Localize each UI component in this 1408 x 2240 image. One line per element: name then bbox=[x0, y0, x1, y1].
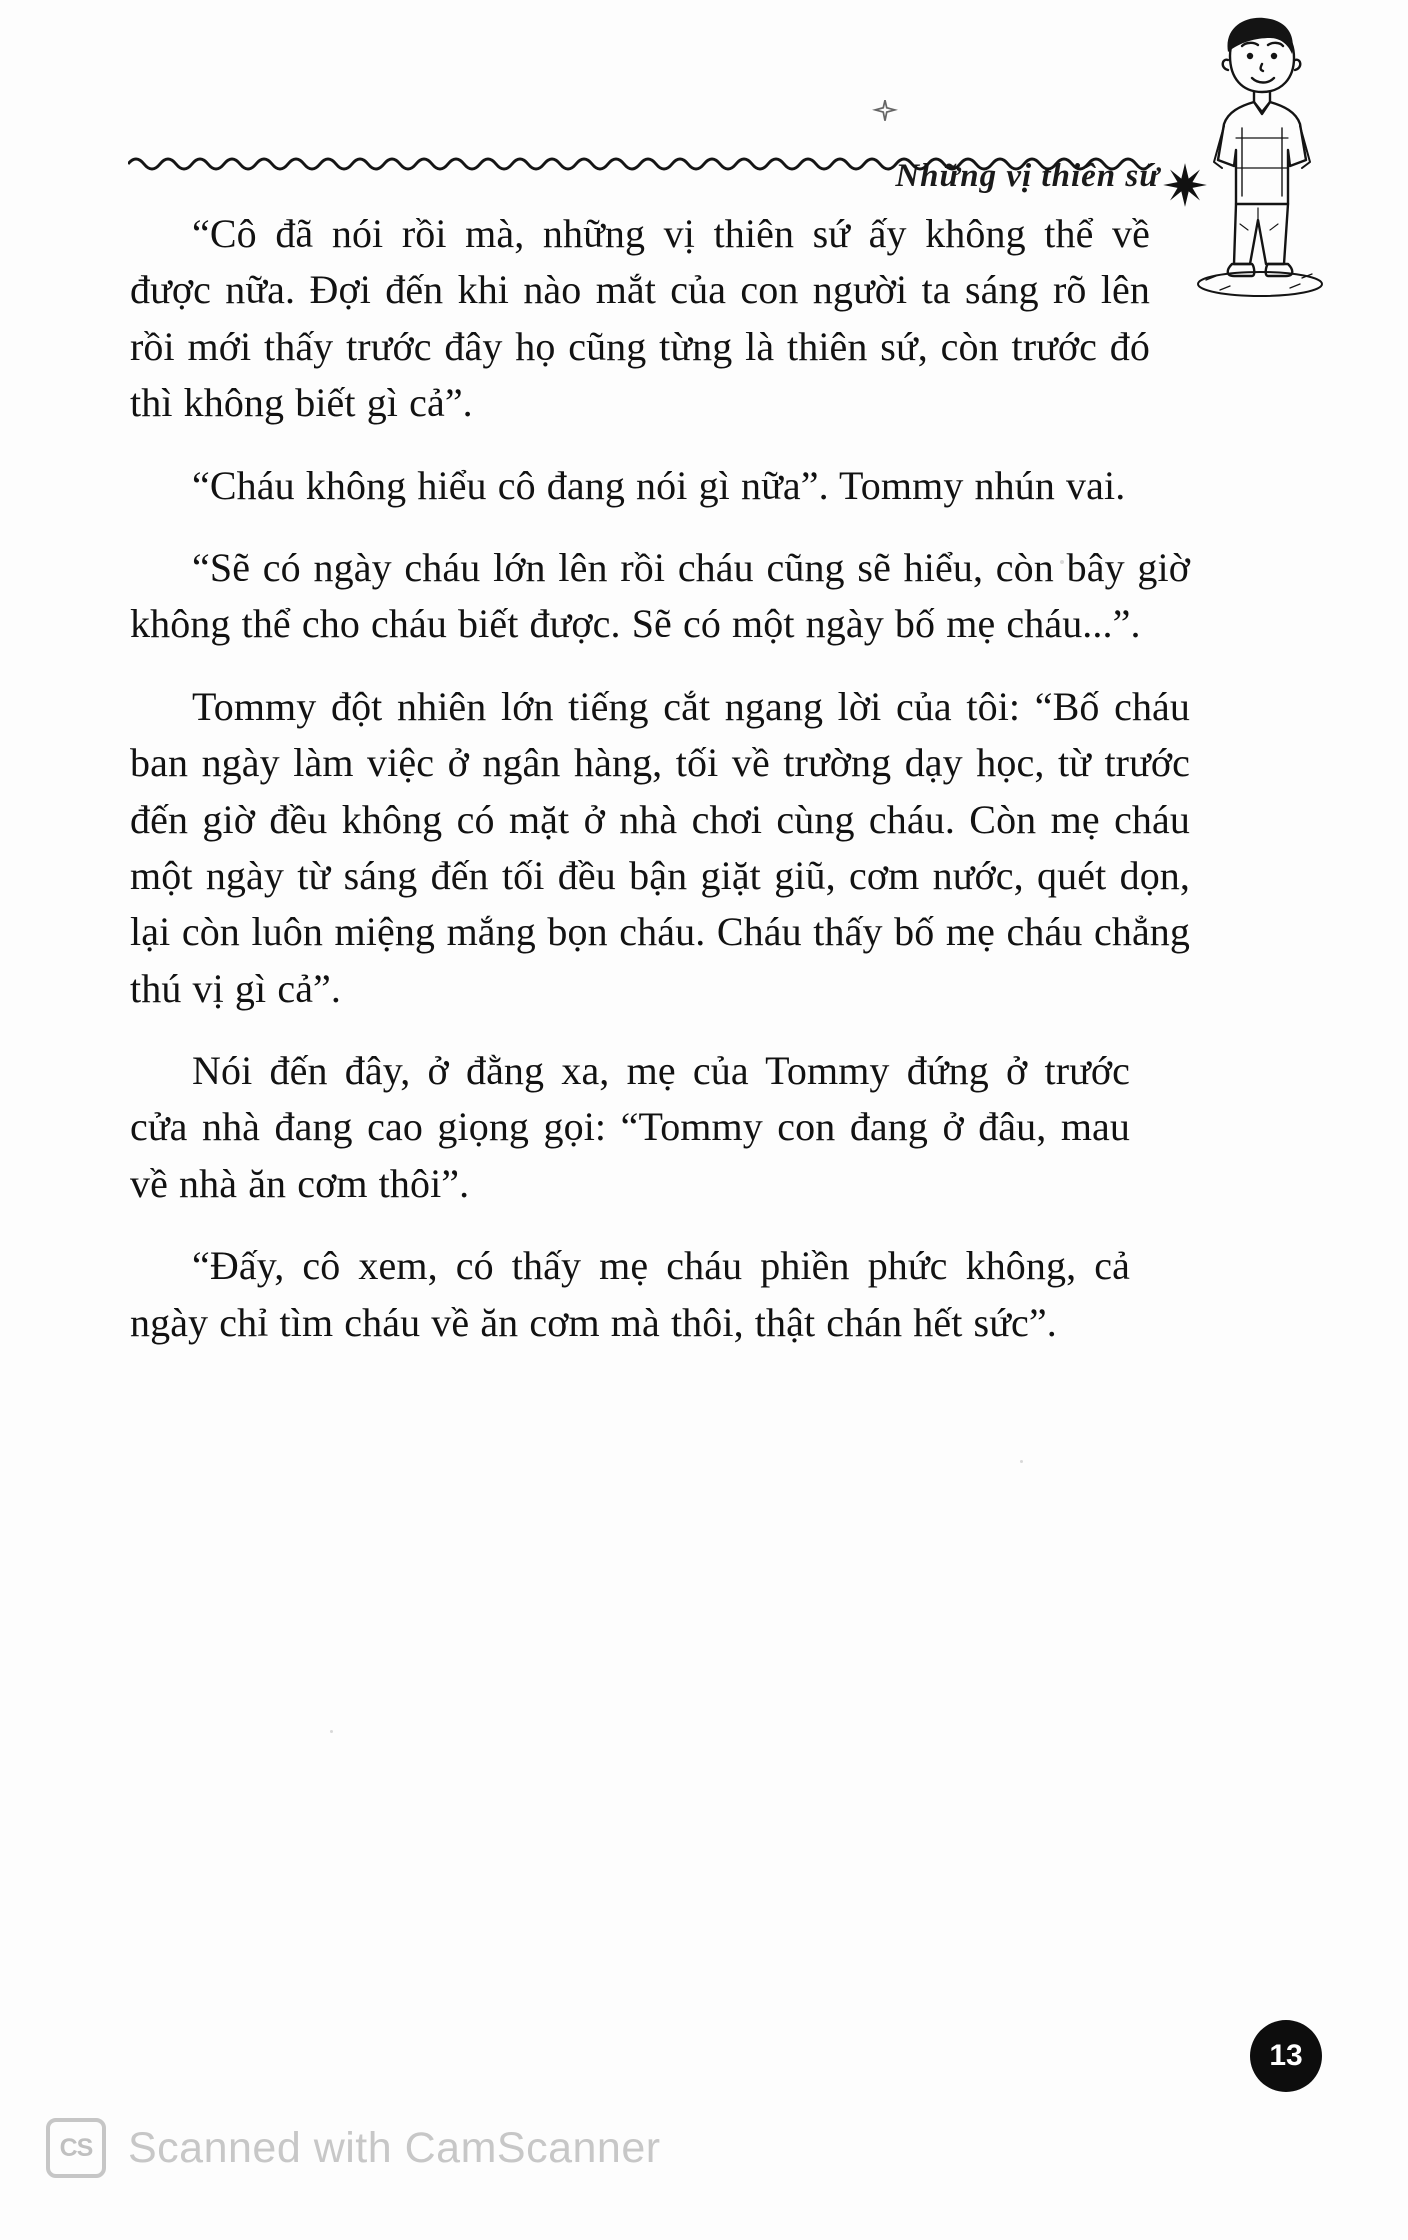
paragraph: “Đấy, cô xem, có thấy mẹ cháu phiền phức không, cả ngày chỉ tìm cháu về ăn cơm mà thôi, thật chán hết sức”. bbox=[130, 1243, 1130, 1345]
chapter-title: Những vị thiên sứ bbox=[895, 158, 1160, 194]
boy-illustration-icon bbox=[1170, 8, 1350, 308]
scan-speck bbox=[330, 1730, 333, 1733]
body-text bbox=[130, 206, 1190, 1351]
small-star-icon bbox=[872, 98, 898, 124]
paragraph: Nói đến đây, ở đằng xa, mẹ của Tommy đứng ở trước cửa nhà đang cao giọng gọi: “Tommy con đang ở đâu, mau về nhà ăn cơm thôi”. bbox=[130, 1048, 1130, 1206]
wavy-divider-icon bbox=[128, 150, 1150, 176]
paragraph: “Cháu không hiểu cô đang nói gì nữa”. Tommy nhún vai. bbox=[192, 462, 1126, 508]
paragraph: “Sẽ có ngày cháu lớn lên rồi cháu cũng sẽ hiểu, còn bây giờ không thể cho cháu biết được. Sẽ có một ngày bố mẹ cháu...”. bbox=[130, 544, 1190, 647]
camscanner-badge: CS bbox=[46, 2118, 106, 2178]
page-number: 13 bbox=[1250, 2020, 1322, 2092]
paragraph: “Cô đã nói rồi mà, những vị thiên sứ ấy không thể về được nữa. Đợi đến khi nào mắt của con người ta sáng rõ lên rồi mới thấy trước đây họ cũng từng là thiên sứ, còn trước đó thì không biết gì cả”. bbox=[130, 211, 1150, 426]
scan-speck bbox=[1020, 1460, 1023, 1463]
paragraph: Tommy đột nhiên lớn tiếng cắt ngang lời của tôi: “Bố cháu ban ngày làm việc ở ngân hàng, tối về trường dạy học, từ trước đến giờ đều không có mặt ở nhà chơi cùng cháu. Còn mẹ cháu một ngày từ sáng đến tối đều bận giặt giũ, cơm nước, quét dọn, lại còn luôn miệng mắng bọn cháu. Cháu thấy bố mẹ cháu chẳng thú vị gì cả”. bbox=[130, 683, 1190, 1011]
camscanner-watermark bbox=[46, 2118, 661, 2178]
camscanner-text: Scanned with CamScanner bbox=[128, 2123, 661, 2172]
